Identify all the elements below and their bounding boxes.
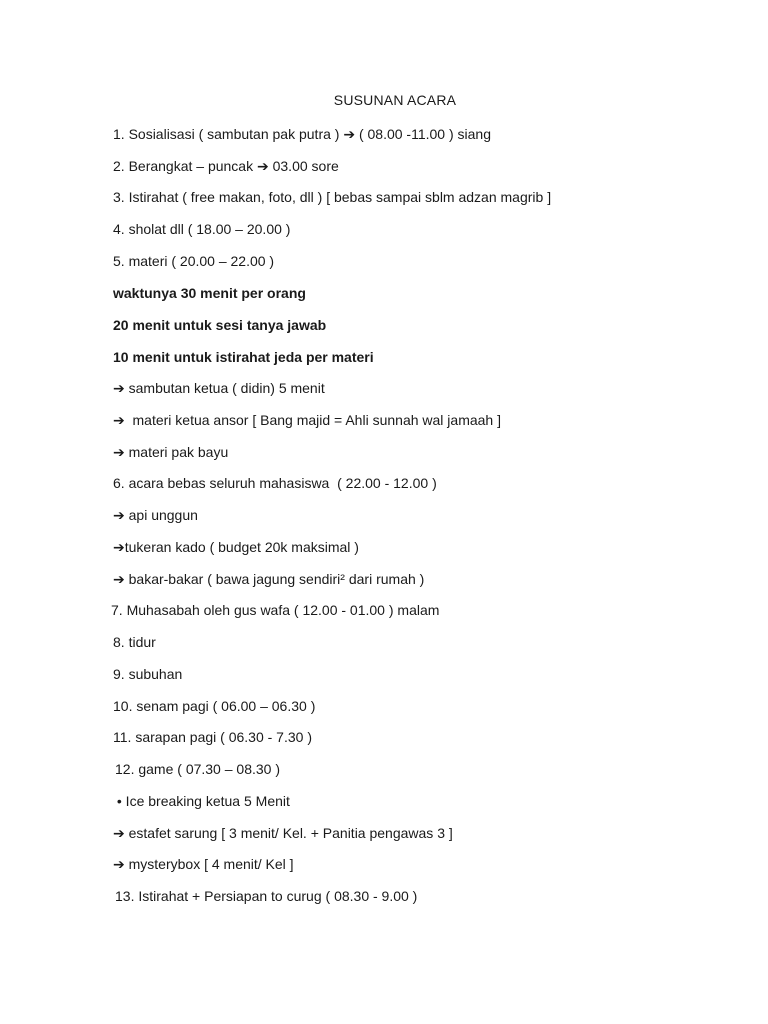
agenda-line: ➔ materi ketua ansor [ Bang majid = Ahli sunnah wal jamaah ] — [113, 412, 501, 428]
agenda-line: 8. tidur — [113, 634, 156, 650]
agenda-line: 12. game ( 07.30 – 08.30 ) — [115, 761, 280, 777]
agenda-line: waktunya 30 menit per orang — [113, 285, 306, 301]
agenda-line: 2. Berangkat – puncak ➔ 03.00 sore — [113, 158, 339, 174]
agenda-line: ➔ materi pak bayu — [113, 444, 229, 460]
agenda-line: 13. Istirahat + Persiapan to curug ( 08.30 - 9.00 ) — [115, 888, 418, 904]
agenda-line: ➔ mysterybox [ 4 menit/ Kel ] — [113, 856, 294, 872]
agenda-line: 3. Istirahat ( free makan, foto, dll ) [ bebas sampai sblm adzan magrib ] — [113, 189, 552, 205]
agenda-line: • Ice breaking ketua 5 Menit — [113, 793, 290, 809]
agenda-line: 5. materi ( 20.00 – 22.00 ) — [113, 253, 275, 269]
agenda-line: ➔ estafet sarung [ 3 menit/ Kel. + Panitia pengawas 3 ] — [113, 825, 453, 841]
agenda-line: ➔ bakar-bakar ( bawa jagung sendiri² dari rumah ) — [113, 571, 425, 587]
agenda-line: 9. subuhan — [113, 666, 183, 682]
agenda-line: ➔ sambutan ketua ( didin) 5 menit — [113, 380, 325, 396]
agenda-line: 6. acara bebas seluruh mahasiswa ( 22.00 - 12.00 ) — [113, 475, 437, 491]
agenda-line: ➔ api unggun — [113, 507, 198, 523]
agenda-line: ➔tukeran kado ( budget 20k maksimal ) — [113, 539, 359, 555]
agenda-line: 4. sholat dll ( 18.00 – 20.00 ) — [113, 221, 291, 237]
agenda-line: 10. senam pagi ( 06.00 – 06.30 ) — [113, 698, 316, 714]
agenda-line: 11. sarapan pagi ( 06.30 - 7.30 ) — [113, 729, 312, 745]
agenda-line: 10 menit untuk istirahat jeda per materi — [113, 349, 374, 365]
document-title: SUSUNAN ACARA — [333, 92, 457, 108]
agenda-line: 20 menit untuk sesi tanya jawab — [113, 317, 327, 333]
agenda-line: 7. Muhasabah oleh gus wafa ( 12.00 - 01.00 ) malam — [111, 602, 440, 618]
agenda-line: 1. Sosialisasi ( sambutan pak putra ) ➔ ( 08.00 -11.00 ) siang — [113, 126, 491, 142]
